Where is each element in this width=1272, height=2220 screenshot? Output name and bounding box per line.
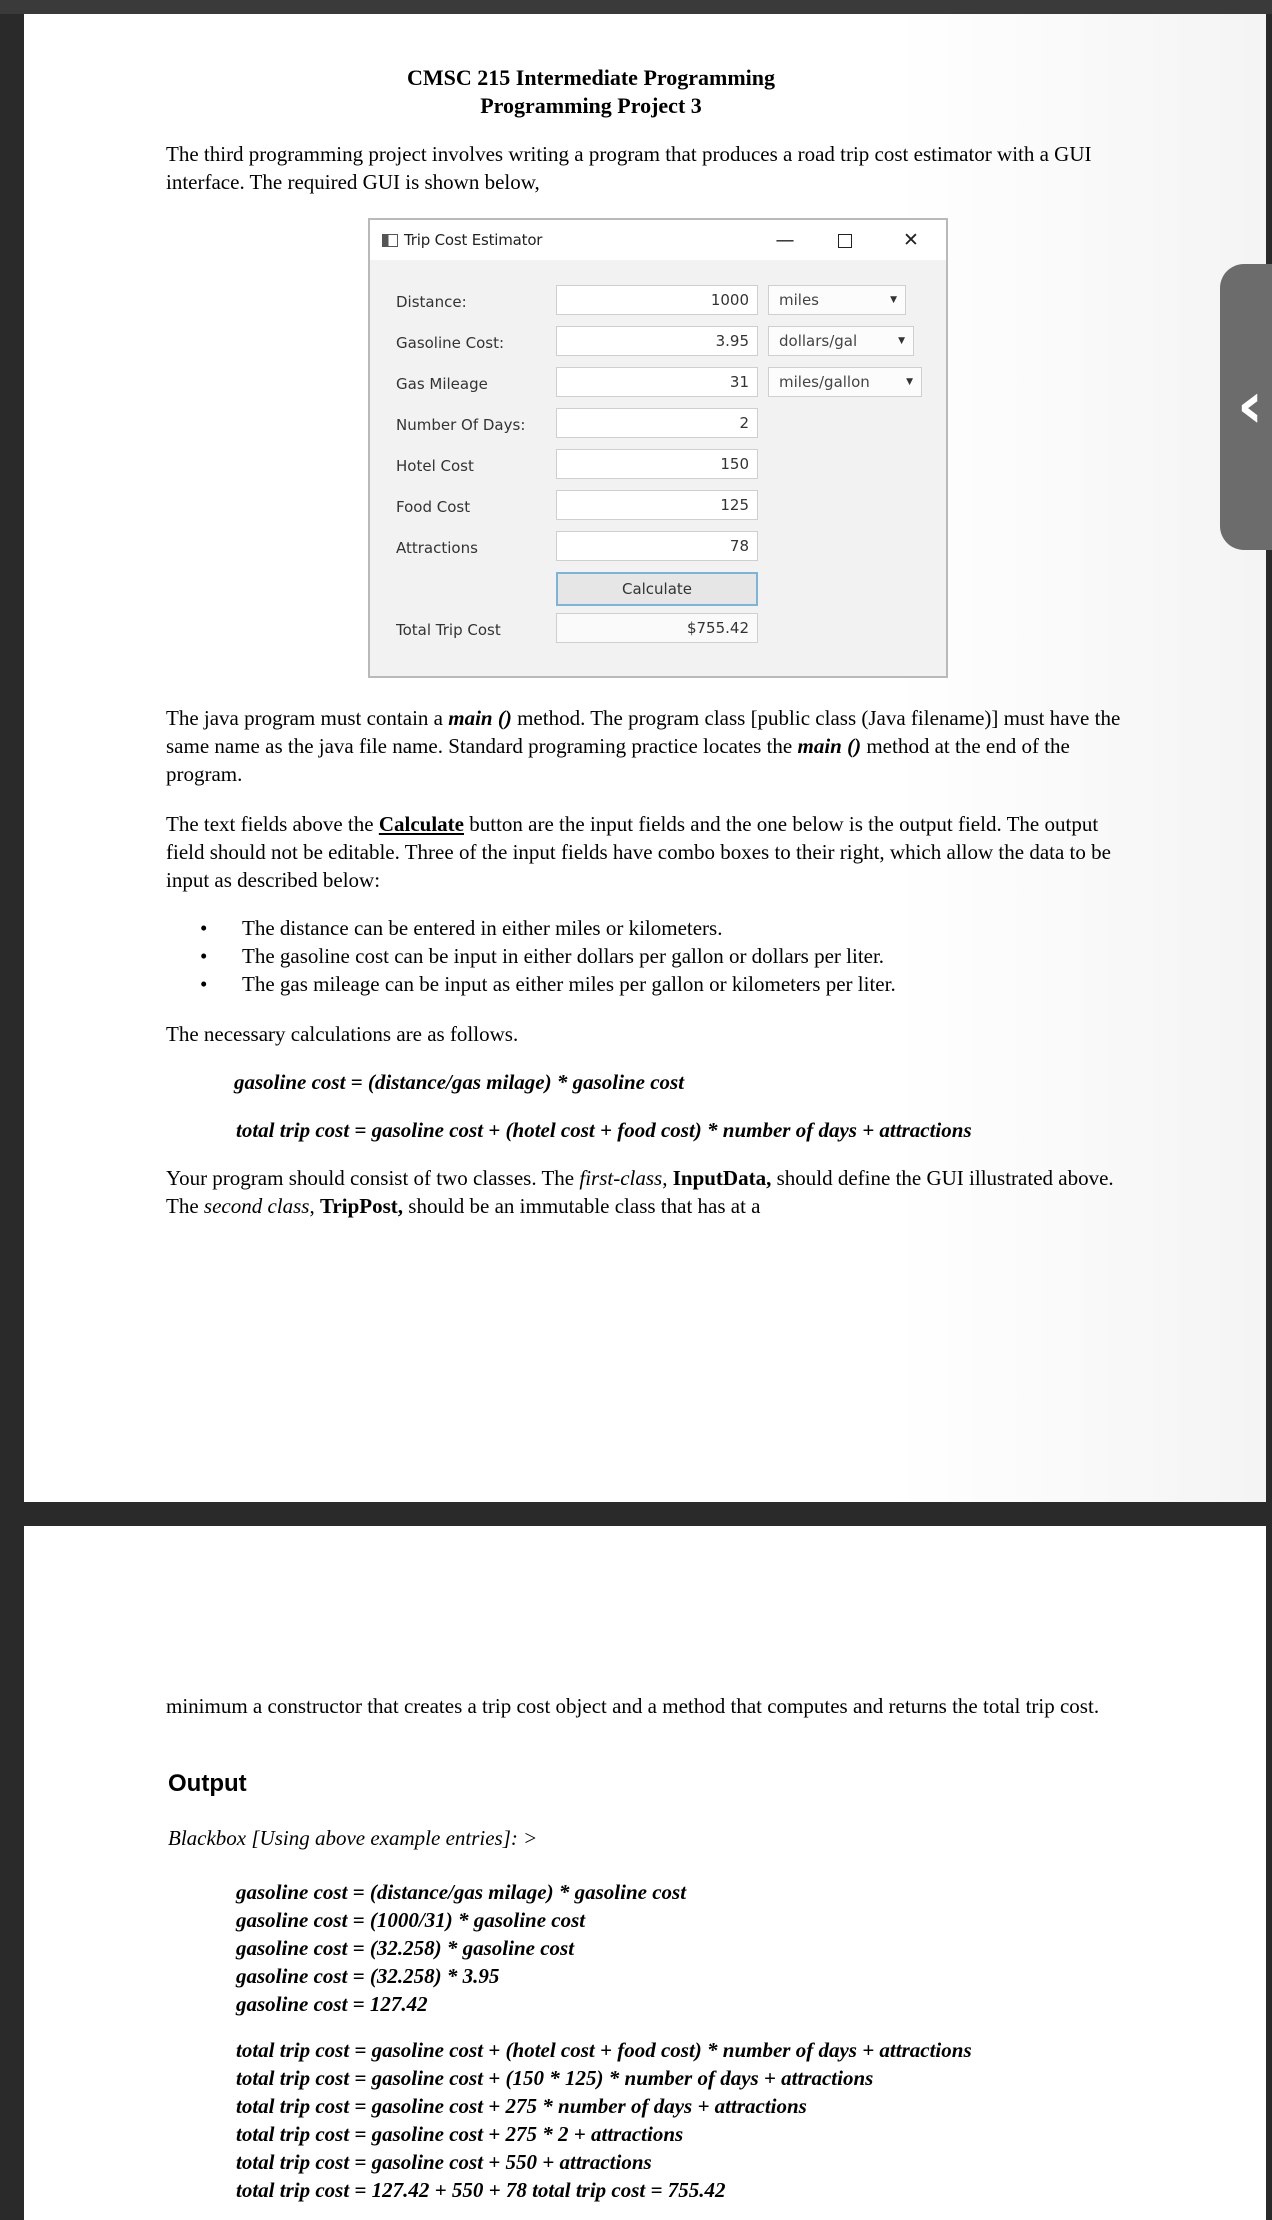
gasoline-cost-formula: gasoline cost = (distance/gas milage) * gasoline cost bbox=[234, 1070, 685, 1094]
output-heading: Output bbox=[168, 1770, 247, 1797]
chevron-down-icon: ▼ bbox=[906, 377, 913, 387]
mileage-unit-combo[interactable]: miles/gallon ▼ bbox=[768, 367, 922, 397]
blackbox-label: Blackbox [Using above example entries]: > bbox=[168, 1826, 538, 1850]
course-title: CMSC 215 Intermediate Programming bbox=[406, 65, 776, 90]
window-title-bar[interactable] bbox=[370, 220, 946, 260]
maximize-icon[interactable] bbox=[830, 226, 860, 254]
list-item: • The gas mileage can be input as either miles per gallon or kilometers per liter. bbox=[200, 970, 896, 998]
classes-paragraph: Your program should consist of two classes. The first-class, InputData, should define the GUI illustrated above. The second class, TripPost, should be an immutable class that has at a bbox=[166, 1166, 1114, 1218]
step-line: gasoline cost = (32.258) * 3.95 bbox=[236, 1964, 500, 1988]
main-method-paragraph: The java program must contain a main () method. The program class [public class (Java filename)] must have the same name as the java file name. Standard programing practice locates the main () method at the end of the program. bbox=[166, 706, 1121, 786]
food-cost-field[interactable]: 125 bbox=[556, 490, 758, 520]
total-trip-cost-output: $755.42 bbox=[556, 613, 758, 643]
step-line: gasoline cost = (distance/gas milage) * gasoline cost bbox=[236, 1880, 687, 1904]
close-icon[interactable]: ✕ bbox=[903, 229, 919, 251]
calculations-intro: The necessary calculations are as follows. bbox=[166, 1022, 519, 1046]
step-line: total trip cost = gasoline cost + 275 * 2 + attractions bbox=[236, 2122, 684, 2146]
chevron-left-icon: ‹ bbox=[1236, 369, 1264, 443]
gasoline-unit-combo[interactable]: dollars/gal ▼ bbox=[768, 326, 914, 356]
gasoline-cost-steps bbox=[236, 1878, 686, 2018]
number-of-days-label: Number Of Days: bbox=[396, 416, 526, 434]
gasoline-cost-field[interactable]: 3.95 bbox=[556, 326, 758, 356]
side-panel-toggle[interactable] bbox=[1220, 264, 1272, 550]
gasoline-cost-label: Gasoline Cost: bbox=[396, 334, 505, 352]
minimize-icon[interactable]: — bbox=[775, 229, 795, 251]
distance-label: Distance: bbox=[396, 293, 467, 311]
trip-cost-estimator-window bbox=[368, 218, 948, 678]
calculate-button[interactable]: Calculate bbox=[556, 572, 758, 606]
list-item: • The distance can be entered in either miles or kilometers. bbox=[200, 914, 896, 942]
step-line: total trip cost = gasoline cost + (hotel cost + food cost) * number of days + attractions bbox=[236, 2038, 972, 2062]
viewer-top-bar bbox=[0, 0, 1272, 14]
total-trip-cost-label: Total Trip Cost bbox=[396, 621, 501, 639]
attractions-label: Attractions bbox=[396, 539, 478, 557]
chevron-down-icon: ▼ bbox=[890, 295, 897, 305]
project-title: Programming Project 3 bbox=[480, 93, 702, 118]
unit-options-list bbox=[200, 914, 896, 998]
input-fields-paragraph: The text fields above the Calculate button are the input fields and the one below is the output field. The output field should not be editable. Three of the input fields have combo boxes to their right, which allow the data to be input as described below: bbox=[166, 812, 1111, 892]
food-cost-label: Food Cost bbox=[396, 498, 471, 516]
continuation-paragraph: minimum a constructor that creates a trip cost object and a method that computes and returns the total trip cost. bbox=[166, 1694, 1100, 1718]
list-item: • The gasoline cost can be input in either dollars per gallon or dollars per liter. bbox=[200, 942, 896, 970]
app-icon bbox=[382, 234, 398, 247]
total-trip-cost-formula: total trip cost = gasoline cost + (hotel cost + food cost) * number of days + attractions bbox=[236, 1118, 972, 1142]
window-title: Trip Cost Estimator bbox=[404, 231, 543, 249]
step-line: gasoline cost = 127.42 bbox=[236, 1992, 428, 2016]
gas-mileage-label: Gas Mileage bbox=[396, 375, 488, 393]
hotel-cost-field[interactable]: 150 bbox=[556, 449, 758, 479]
step-line: gasoline cost = (1000/31) * gasoline cost bbox=[236, 1908, 586, 1932]
number-of-days-field[interactable]: 2 bbox=[556, 408, 758, 438]
distance-unit-combo[interactable]: miles ▼ bbox=[768, 285, 906, 315]
gas-mileage-field[interactable]: 31 bbox=[556, 367, 758, 397]
chevron-down-icon: ▼ bbox=[898, 336, 905, 346]
document-page-1 bbox=[24, 14, 1266, 1502]
intro-paragraph: The third programming project involves writing a program that produces a road trip cost estimator with a GUI interface. The required GUI is shown below, bbox=[166, 142, 1092, 194]
step-line: gasoline cost = (32.258) * gasoline cost bbox=[236, 1936, 575, 1960]
step-line: total trip cost = gasoline cost + 550 + attractions bbox=[236, 2150, 652, 2174]
step-line: total trip cost = 127.42 + 550 + 78 total trip cost = 755.42 bbox=[236, 2178, 726, 2202]
step-line: total trip cost = gasoline cost + (150 * 125) * number of days + attractions bbox=[236, 2066, 874, 2090]
distance-field[interactable]: 1000 bbox=[556, 285, 758, 315]
document-page-2 bbox=[24, 1526, 1266, 2220]
step-line: total trip cost = gasoline cost + 275 * number of days + attractions bbox=[236, 2094, 807, 2118]
hotel-cost-label: Hotel Cost bbox=[396, 457, 474, 475]
attractions-field[interactable]: 78 bbox=[556, 531, 758, 561]
total-trip-cost-steps bbox=[236, 2036, 972, 2204]
